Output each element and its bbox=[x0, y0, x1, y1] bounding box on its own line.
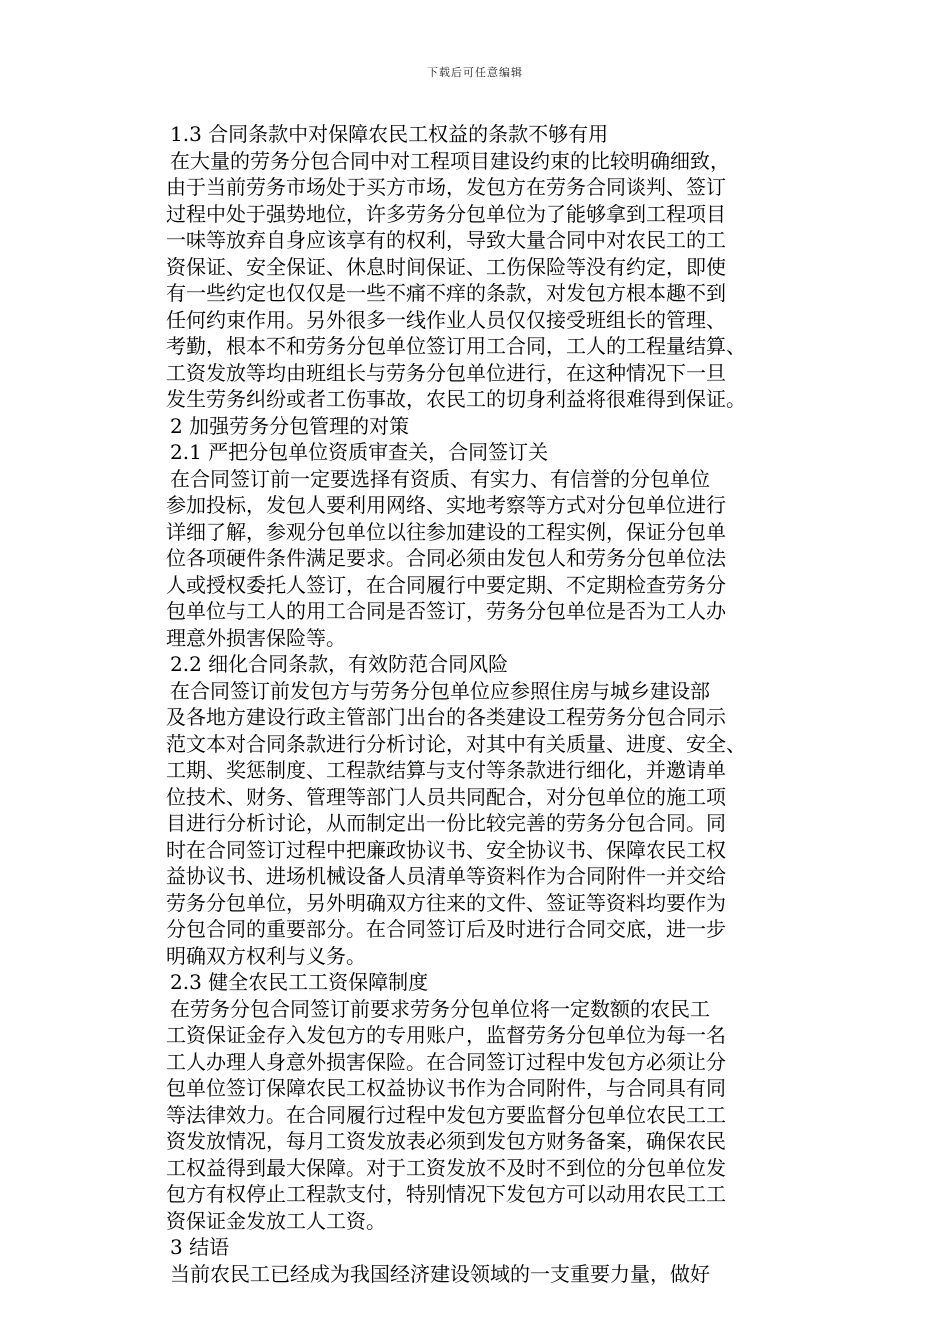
text-line: 工资发放等均由班组长与劳务分包单位进行，在这种情况下一旦 bbox=[166, 360, 726, 385]
section-heading: 2.1 严把分包单位资质审查关，合同签订关 bbox=[170, 440, 549, 464]
paragraph-first-line: 在劳务分包合同签订前要求劳务分包单位将一定数额的农民工 bbox=[170, 996, 710, 1021]
text-line: 发生劳务纠纷或者工伤事故，农民工的切身利益将很难得到保证。 bbox=[166, 387, 746, 411]
paragraph-first-line: 在合同签订前一定要选择有资质、有实力、有信誉的分包单位 bbox=[170, 466, 710, 491]
text-line: 详细了解，参观分包单位以往参加建设的工程实例，保证分包单 bbox=[166, 519, 726, 544]
text-line: 范文本对合同条款进行分析讨论，对其中有关质量、进度、安全、 bbox=[166, 731, 746, 756]
section-heading: 2 加强劳务分包管理的对策 bbox=[170, 413, 410, 438]
text-line: 任何约束作用。另外很多一线作业人员仅仅接受班组长的管理、 bbox=[166, 307, 726, 332]
text-line: 一味等放弃自身应该享有的权利，导致大量合同中对农民工的工 bbox=[166, 228, 726, 252]
paragraph-first-line: 在合同签订前发包方与劳务分包单位应参照住房与城乡建设部 bbox=[170, 678, 710, 703]
section-heading: 1.3 合同条款中对保障农民工权益的条款不够有用 bbox=[170, 122, 609, 146]
text-line: 位技术、财务、管理等部门人员共同配合，对分包单位的施工项 bbox=[166, 784, 726, 809]
text-line: 参加投标，发包人要利用网络、实地考察等方式对分包单位进行 bbox=[166, 493, 726, 517]
text-line: 由于当前劳务市场处于买方市场，发包方在劳务合同谈判、签订 bbox=[166, 175, 726, 199]
text-line: 考勤，根本不和劳务分包单位签订用工合同，工人的工程量结算、 bbox=[166, 334, 746, 358]
text-line: 等法律效力。在合同履行过程中发包方要监督分包单位农民工工 bbox=[166, 1102, 726, 1127]
text-line: 人或授权委托人签订，在合同履行中要定期、不定期检查劳务分 bbox=[166, 572, 726, 597]
text-line: 益协议书、进场机械设备人员清单等资料作为合同附件一并交给 bbox=[166, 864, 726, 888]
text-line: 过程中处于强势地位，许多劳务分包单位为了能够拿到工程项目 bbox=[166, 201, 726, 226]
paragraph-first-line: 当前农民工已经成为我国经济建设领域的一支重要力量，做好 bbox=[170, 1261, 710, 1286]
text-line: 资发放情况，每月工资发放表必须到发包方财务备案，确保农民 bbox=[166, 1129, 726, 1153]
section-heading: 2.3 健全农民工工资保障制度 bbox=[170, 970, 429, 994]
text-line: 包单位签订保障农民工权益协议书作为合同附件，与合同具有同 bbox=[166, 1076, 726, 1100]
text-line: 工权益得到最大保障。对于工资发放不及时不到位的分包单位发 bbox=[166, 1155, 726, 1180]
text-line: 时在合同签订过程中把廉政协议书、安全协议书、保障农民工权 bbox=[166, 837, 726, 862]
text-line: 工人办理人身意外损害保险。在合同签订过程中发包方必须让分 bbox=[166, 1049, 726, 1074]
text-line: 分包合同的重要部分。在合同签订后及时进行合同交底，进一步 bbox=[166, 917, 726, 941]
text-line: 资保证、安全保证、休息时间保证、工伤保险等没有约定，即使 bbox=[166, 254, 726, 279]
page-header: 下载后可任意编辑 bbox=[427, 66, 523, 79]
text-line: 理意外损害保险等。 bbox=[166, 625, 346, 650]
text-line: 目进行分析讨论，从而制定出一份比较完善的劳务分包合同。同 bbox=[166, 811, 726, 835]
text-line: 有一些约定也仅仅是一些不痛不痒的条款，对发包方根本趣不到 bbox=[166, 281, 726, 305]
text-line: 及各地方建设行政主管部门出台的各类建设工程劳务分包合同示 bbox=[166, 705, 726, 729]
text-line: 工期、奖惩制度、工程款结算与支付等条款进行细化，并邀请单 bbox=[166, 758, 726, 782]
document-body bbox=[166, 121, 786, 1287]
text-line: 明确双方权利与义务。 bbox=[166, 943, 366, 968]
text-line: 位各项硬件条件满足要求。合同必须由发包人和劳务分包单位法 bbox=[166, 546, 726, 570]
text-line: 包方有权停止工程款支付，特别情况下发包方可以动用农民工工 bbox=[166, 1182, 726, 1206]
paragraph-first-line: 在大量的劳务分包合同中对工程项目建设约束的比较明确细致， bbox=[170, 148, 730, 173]
text-line: 工资保证金存入发包方的专用账户，监督劳务分包单位为每一名 bbox=[166, 1023, 726, 1047]
section-heading: 2.2 细化合同条款，有效防范合同风险 bbox=[170, 652, 509, 676]
text-line: 劳务分包单位，另外明确双方往来的文件、签证等资料均要作为 bbox=[166, 890, 726, 915]
text-line: 资保证金发放工人工资。 bbox=[166, 1208, 386, 1233]
section-heading: 3 结语 bbox=[170, 1235, 230, 1259]
text-line: 包单位与工人的用工合同是否签订，劳务分包单位是否为工人办 bbox=[166, 599, 726, 623]
